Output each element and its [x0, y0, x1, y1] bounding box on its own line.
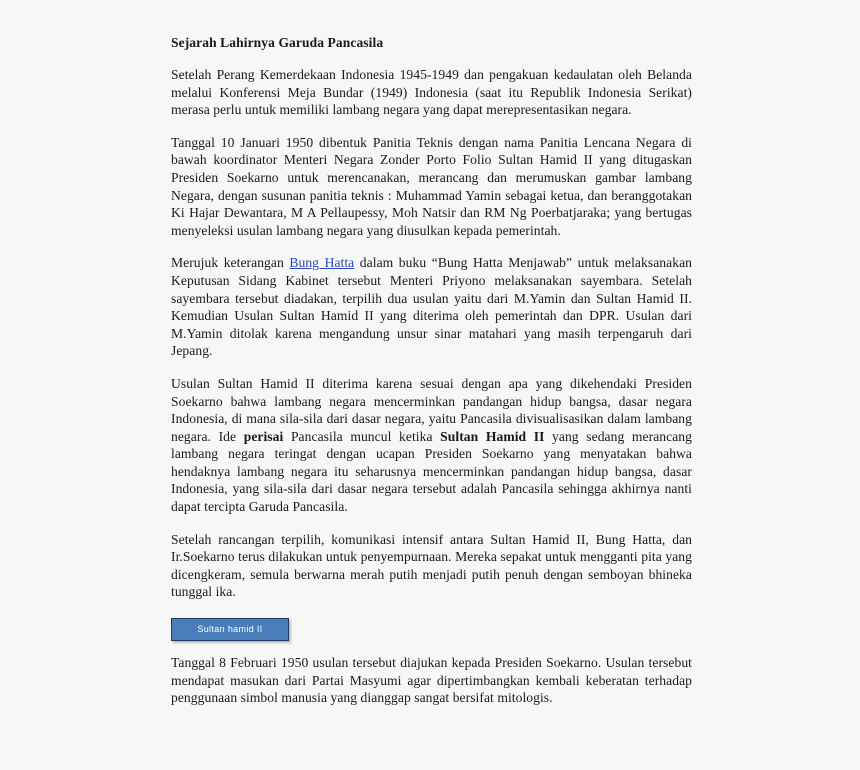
paragraph-text-before-link: Merujuk keterangan	[171, 255, 290, 271]
document-body	[171, 34, 692, 707]
page-title: Sejarah Lahirnya Garuda Pancasila	[171, 35, 384, 50]
emphasis-sultan-hamid-ii: Sultan Hamid II	[440, 428, 545, 444]
paragraph-intro: Setelah Perang Kemerdekaan Indonesia 1945-1949 dan pengakuan kedaulatan oleh Belanda melalui Konferensi Meja Bundar (1949) Indonesia (saat itu Republik Indonesia Serikat) merasa perlu untuk memiliki lambang negara yang dapat merepresentasikan negara.	[171, 67, 692, 118]
paragraph-februari-1950: Tanggal 8 Februari 1950 usulan tersebut diajukan kepada Presiden Soekarno. Usulan tersebut mendapat masukan dari Partai Masyumi agar dipertimbangkan kembali keberatan terhadap penggunaan simbol manusia yang dianggap sangat bersifat mitologis.	[171, 655, 692, 706]
paragraph-text-after-link: dalam buku “Bung Hatta Menjawab” untuk melaksanakan Keputusan Sidang Kabinet tersebut Menteri Priyono melaksanakan sayembara. Setelah sayembara tersebut diadakan, terpilih dua usulan yaitu dari M.Yamin dan Sultan Hamid II. Kemudian Usulan Sultan Hamid II yang diterima oleh pemerintah dan DPR. Usulan dari M.Yamin ditolak karena mengandung unsur sinar matahari yang masih terpengaruh dari Jepang.	[171, 255, 692, 359]
paragraph-bung-hatta	[171, 254, 692, 360]
caption-container	[171, 616, 692, 641]
emphasis-perisai: perisai	[243, 428, 284, 444]
paragraph-segment-b: Pancasila muncul ketika	[283, 428, 441, 444]
paragraph-usulan-sultan-hamid	[171, 375, 692, 516]
paragraph-segment-c: yang sedang merancang lambang negara teringat dengan ucapan Presiden Soekarno yang menyatakan bahwa hendaknya lambang negara itu seharusnya mencerminkan pandangan hidup bangsa, dasar Indonesia, yang sila-sila dari dasar negara tersebut adalah Pancasila sehingga akhirnya nanti dapat tercipta Garuda Pancasila.	[171, 428, 693, 515]
paragraph-panitia-teknis: Tanggal 10 Januari 1950 dibentuk Panitia Teknis dengan nama Panitia Lencana Negara di bawah koordinator Menteri Negara Zonder Porto Folio Sultan Hamid II yang ditugaskan Presiden Soekarno untuk merencanakan, merancang dan merumuskan gambar lambang Negara, dengan susunan panitia teknis : Muhammad Yamin sebagai ketua, dan beranggotakan Ki Hajar Dewantara, M A Pellaupessy, Moh Natsir dan RM Ng Poerbatjaraka; yang bertugas menyeleksi usulan lambang negara yang diusulkan kepada pemerintah.	[171, 134, 692, 238]
paragraph-segment-a: Usulan Sultan Hamid II diterima karena sesuai dengan apa yang dikehendaki Presiden Soekarno bahwa lambang negara mencerminkan pandangan hidup bangsa, dasar negara Indonesia, di mana sila-sila dari dasar negara, yaitu Pancasila divisualisasikan dalam lambang negara. Ide	[171, 375, 692, 444]
sultan-hamid-ii-caption-box[interactable]: Sultan hamid II	[171, 618, 289, 641]
bung-hatta-link[interactable]: Bung Hatta	[289, 255, 355, 271]
paragraph-rancangan-terpilih: Setelah rancangan terpilih, komunikasi intensif antara Sultan Hamid II, Bung Hatta, dan Ir.Soekarno terus dilakukan untuk penyempurnaan. Mereka sepakat untuk mengganti pita yang dicengkeram, semula berwarna merah putih menjadi putih penuh dengan semboyan bhineka tunggal ika.	[171, 531, 692, 600]
